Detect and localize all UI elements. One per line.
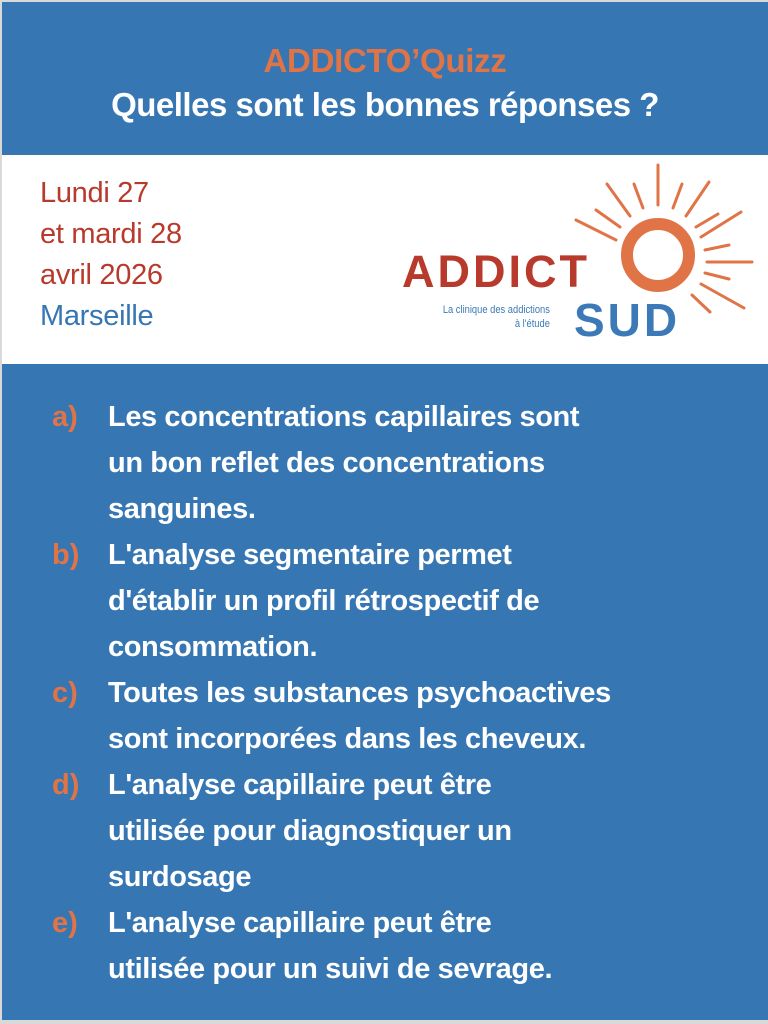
answer-text-line: consommation. xyxy=(108,631,318,663)
answer-text-line: Les concentrations capillaires sont xyxy=(108,401,580,433)
answer-list xyxy=(2,394,768,992)
answer-d xyxy=(2,762,768,900)
answer-letter: a) xyxy=(52,401,78,433)
answer-text-line: L'analyse capillaire peut être xyxy=(108,769,492,801)
answer-text-line: sont incorporées dans les cheveux. xyxy=(108,723,586,755)
answer-text-line: un bon reflet des concentrations xyxy=(108,447,545,479)
addicto-sud-logo xyxy=(396,162,766,362)
event-dates xyxy=(40,173,182,337)
answer-a xyxy=(2,394,768,532)
date-line-1: Lundi 27 xyxy=(40,177,149,209)
info-band xyxy=(2,157,768,364)
answers-band xyxy=(2,364,768,1020)
header-band xyxy=(2,2,768,155)
date-line-2: et mardi 28 xyxy=(40,218,182,250)
answer-letter: e) xyxy=(52,907,78,939)
answer-text-line: sanguines. xyxy=(108,493,256,525)
quiz-title: ADDICTO’Quizz xyxy=(263,42,507,79)
answer-text-line: L'analyse segmentaire permet xyxy=(108,539,512,571)
answer-text-line: utilisée pour diagnostiquer un xyxy=(108,815,512,847)
quiz-card xyxy=(2,2,768,1020)
answer-text-line: L'analyse capillaire peut être xyxy=(108,907,492,939)
answer-letter: d) xyxy=(52,769,80,801)
logo-tagline xyxy=(402,303,550,331)
answer-b xyxy=(2,532,768,670)
event-city: Marseille xyxy=(40,300,154,332)
answer-letter: c) xyxy=(52,677,78,709)
answer-e xyxy=(2,900,768,992)
tagline-line-2: à l'étude xyxy=(514,318,550,330)
answer-text-line: Toutes les substances psychoactives xyxy=(108,677,611,709)
date-line-3: avril 2026 xyxy=(40,259,163,291)
tagline-line-1: La clinique des addictions xyxy=(442,304,550,316)
answer-letter: b) xyxy=(52,539,80,571)
answer-c xyxy=(2,670,768,762)
question-title: Quelles sont les bonnes réponses ? xyxy=(111,86,659,123)
logo-wordmark: ADDICT xyxy=(402,246,590,297)
answer-text-line: utilisée pour un suivi de sevrage. xyxy=(108,953,553,985)
answer-text-line: surdosage xyxy=(108,861,252,893)
logo-sud: SUD xyxy=(574,294,681,346)
answer-text-line: d'établir un profil rétrospectif de xyxy=(108,585,540,617)
